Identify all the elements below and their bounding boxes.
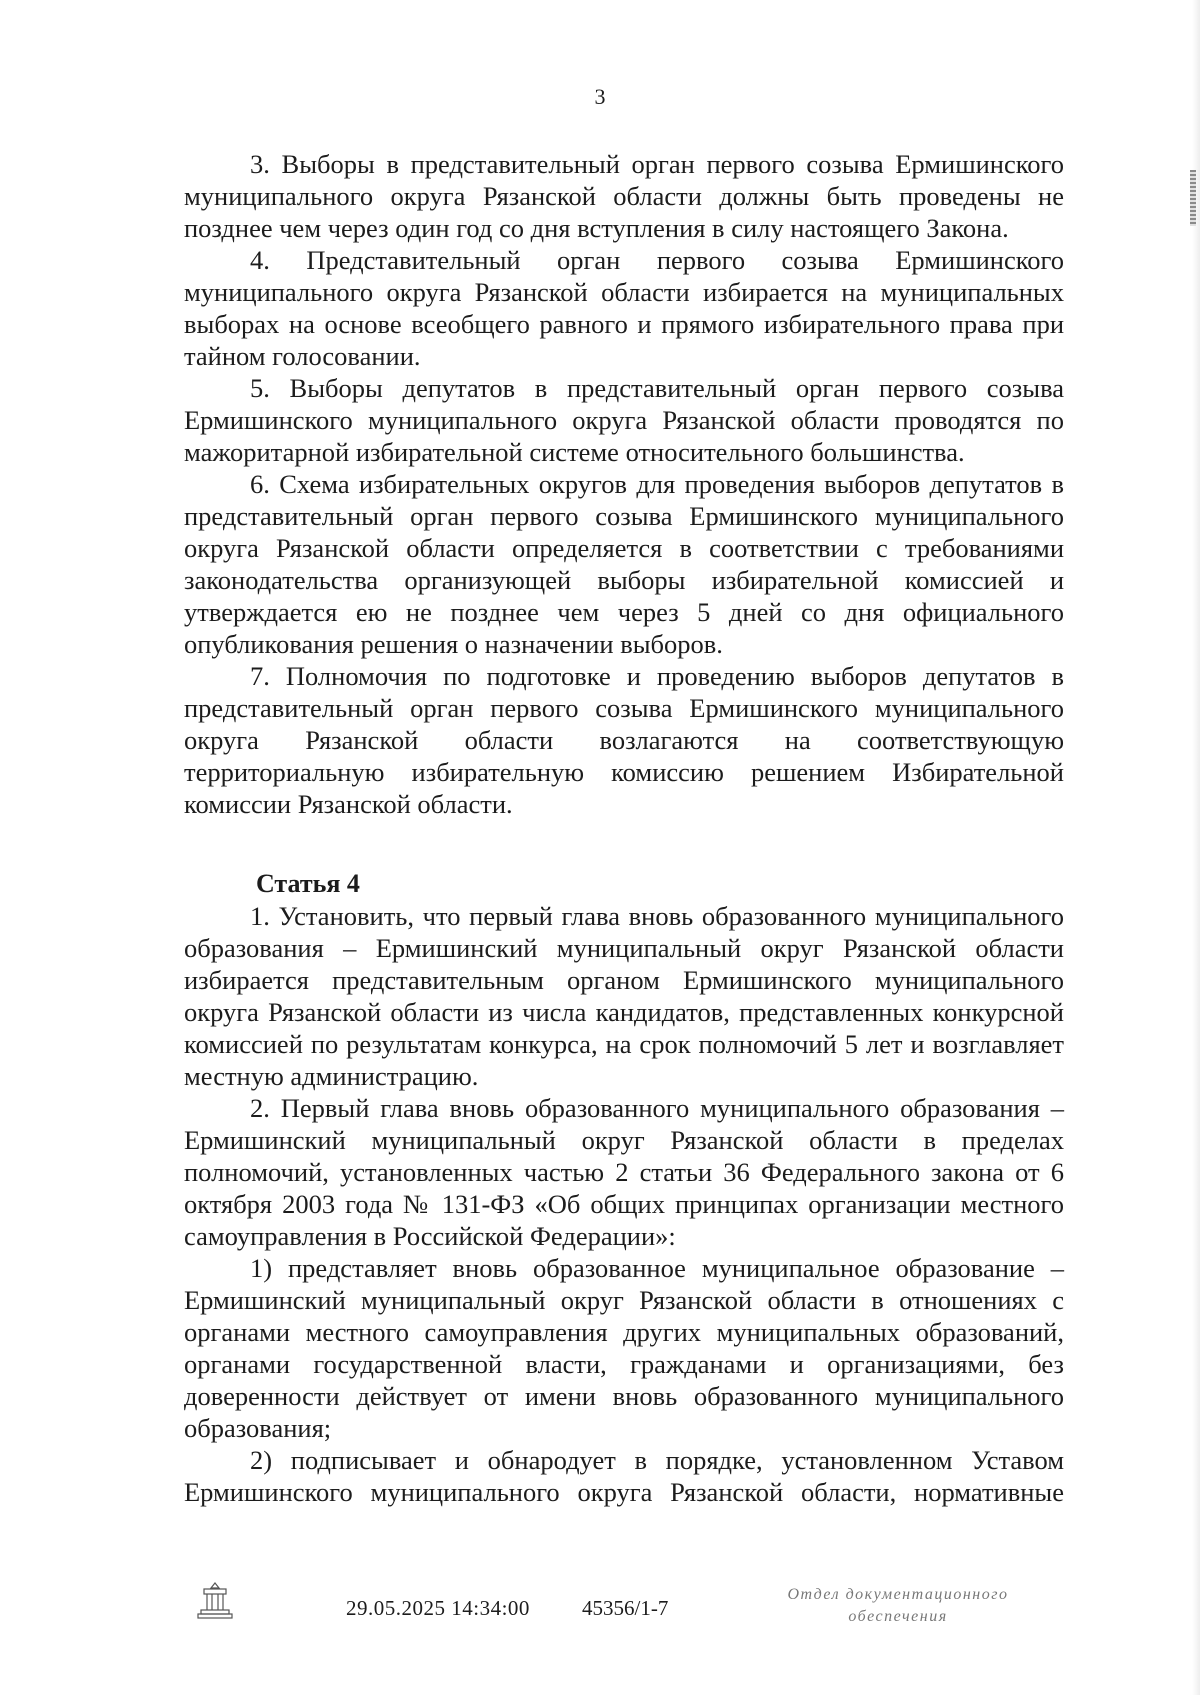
footer-reg-number: 45356/1-7 bbox=[582, 1596, 669, 1620]
footer-datetime: 29.05.2025 14:34:00 bbox=[346, 1596, 530, 1620]
article-4-subitem-1: 1) представляет вновь образованное муниципальное образование – Ермишинский муниципальный округ Рязанской области в отношениях с органами местного самоуправления других муниципальных образований, органами государственной власти, гражданами и организациями, без доверенности действует от имени вновь образованного муниципального образования; bbox=[184, 1253, 1064, 1443]
paragraph-5: 5. Выборы депутатов в представительный орган первого созыва Ермишинского муниципального округа Рязанской области проводятся по мажоритарной избирательной системе относительного большинства. bbox=[184, 373, 1064, 467]
article-4-paragraph-1: 1. Установить, что первый глава вновь образованного муниципального образования – Ермишинский муниципальный округ Рязанской области избирается представительным органом Ермишинского муниципального округа Рязанской области из числа кандидатов, представленных конкурсной комиссией по результатам конкурса, на срок полномочий 5 лет и возглавляет местную администрацию. bbox=[184, 901, 1064, 1091]
stamp-line-1: Отдел документационного bbox=[787, 1586, 1009, 1603]
emblem-icon bbox=[195, 1580, 235, 1622]
paragraph-4: 4. Представительный орган первого созыва Ермишинского муниципального округа Рязанской области избирается на муниципальных выборах на основе всеобщего равного и прямого избирательного права при тайном голосовании. bbox=[184, 245, 1064, 371]
department-stamp bbox=[758, 1584, 1038, 1628]
paragraph-7: 7. Полномочия по подготовке и проведению выборов депутатов в представительный орган первого созыва Ермишинского муниципального округа Рязанской области возлагаются на соответствующую территориальную избирательную комиссию решением Избирательной комиссии Рязанской области. bbox=[184, 661, 1064, 819]
page-number: 3 bbox=[594, 84, 606, 109]
scan-edge bbox=[1192, 0, 1200, 1695]
paragraph-3: 3. Выборы в представительный орган первого созыва Ермишинского муниципального округа Рязанской области должны быть проведены не позднее чем через один год со дня вступления в силу настоящего Закона. bbox=[184, 149, 1064, 243]
page-footer bbox=[0, 1586, 1200, 1646]
stamp-line-2: обеспечения bbox=[848, 1608, 948, 1625]
paragraph-6: 6. Схема избирательных округов для проведения выборов депутатов в представительный орган первого созыва Ермишинского муниципального округа Рязанской области определяется в соответствии с требованиями законодательства организующей выборы избирательной комиссией и утверждается ею не позднее чем через 5 дней со дня официального опубликования решения о назначении выборов. bbox=[184, 469, 1064, 659]
article-4-subitem-2: 2) подписывает и обнародует в порядке, установленном Уставом Ермишинского муниципального округа Рязанской области, нормативные bbox=[184, 1445, 1064, 1507]
scan-mark bbox=[1190, 170, 1196, 226]
document-body bbox=[184, 148, 1064, 1508]
article-title: Статья 4 bbox=[256, 869, 360, 898]
article-4-paragraph-2: 2. Первый глава вновь образованного муниципального образования – Ермишинский муниципальный округ Рязанской области в пределах полномочий, установленных частью 2 статьи 36 Федерального закона от 6 октября 2003 года № 131-ФЗ «Об общих принципах организации местного самоуправления в Российской Федерации»: bbox=[184, 1093, 1064, 1251]
